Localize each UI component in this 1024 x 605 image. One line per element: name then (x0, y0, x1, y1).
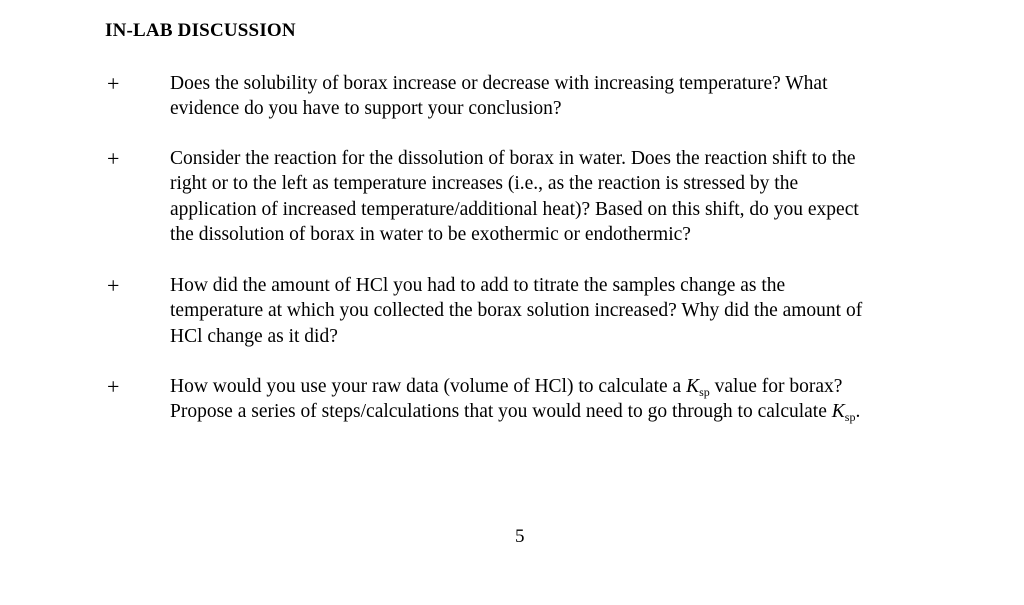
ksp-symbol: K (686, 376, 700, 397)
text-segment: value for borax? (709, 376, 843, 397)
ksp-symbol: K (831, 401, 845, 423)
bullet-plus: + (107, 374, 120, 399)
page-number: 5 (515, 526, 525, 547)
text-segment: How would you use your raw data (volume of HCl) to calculate a (170, 376, 687, 397)
ksp-subscript: sp (699, 385, 710, 399)
text-line: Does the solubility of borax increase or decrease with increasing temperature? What (170, 73, 828, 94)
ksp-subscript: sp (844, 410, 856, 425)
text-line: right or to the left as temperature increases (i.e., as the reaction is stressed by the (170, 173, 799, 195)
text-line (170, 374, 860, 399)
question-text (170, 374, 860, 425)
text-line: Consider the reaction for the dissolution of borax in water. Does the reaction shift to the (170, 148, 856, 169)
text-line: temperature at which you collected the borax solution increased? Why did the amount of (170, 300, 863, 322)
bullet-plus: + (107, 71, 120, 96)
bullet-plus: + (107, 146, 120, 171)
text-line: the dissolution of borax in water to be exothermic or endothermic? (170, 223, 691, 245)
text-line (170, 399, 860, 424)
text-line: evidence do you have to support your conclusion? (170, 98, 562, 120)
text-segment: Propose a series of steps/calculations that you would need to go through to calculate (170, 401, 832, 423)
question-text (170, 273, 862, 349)
text-line: application of increased temperature/additional heat)? Based on this shift, do you expect (170, 198, 859, 220)
text-line: HCl change as it did? (170, 325, 338, 347)
bullet-plus: + (107, 273, 120, 298)
text-segment: . (855, 401, 861, 423)
question-text (170, 146, 859, 247)
section-heading: IN-LAB DISCUSSION (105, 20, 296, 41)
text-line: How did the amount of HCl you had to add to titrate the samples change as the (170, 275, 786, 296)
question-text (170, 71, 828, 122)
